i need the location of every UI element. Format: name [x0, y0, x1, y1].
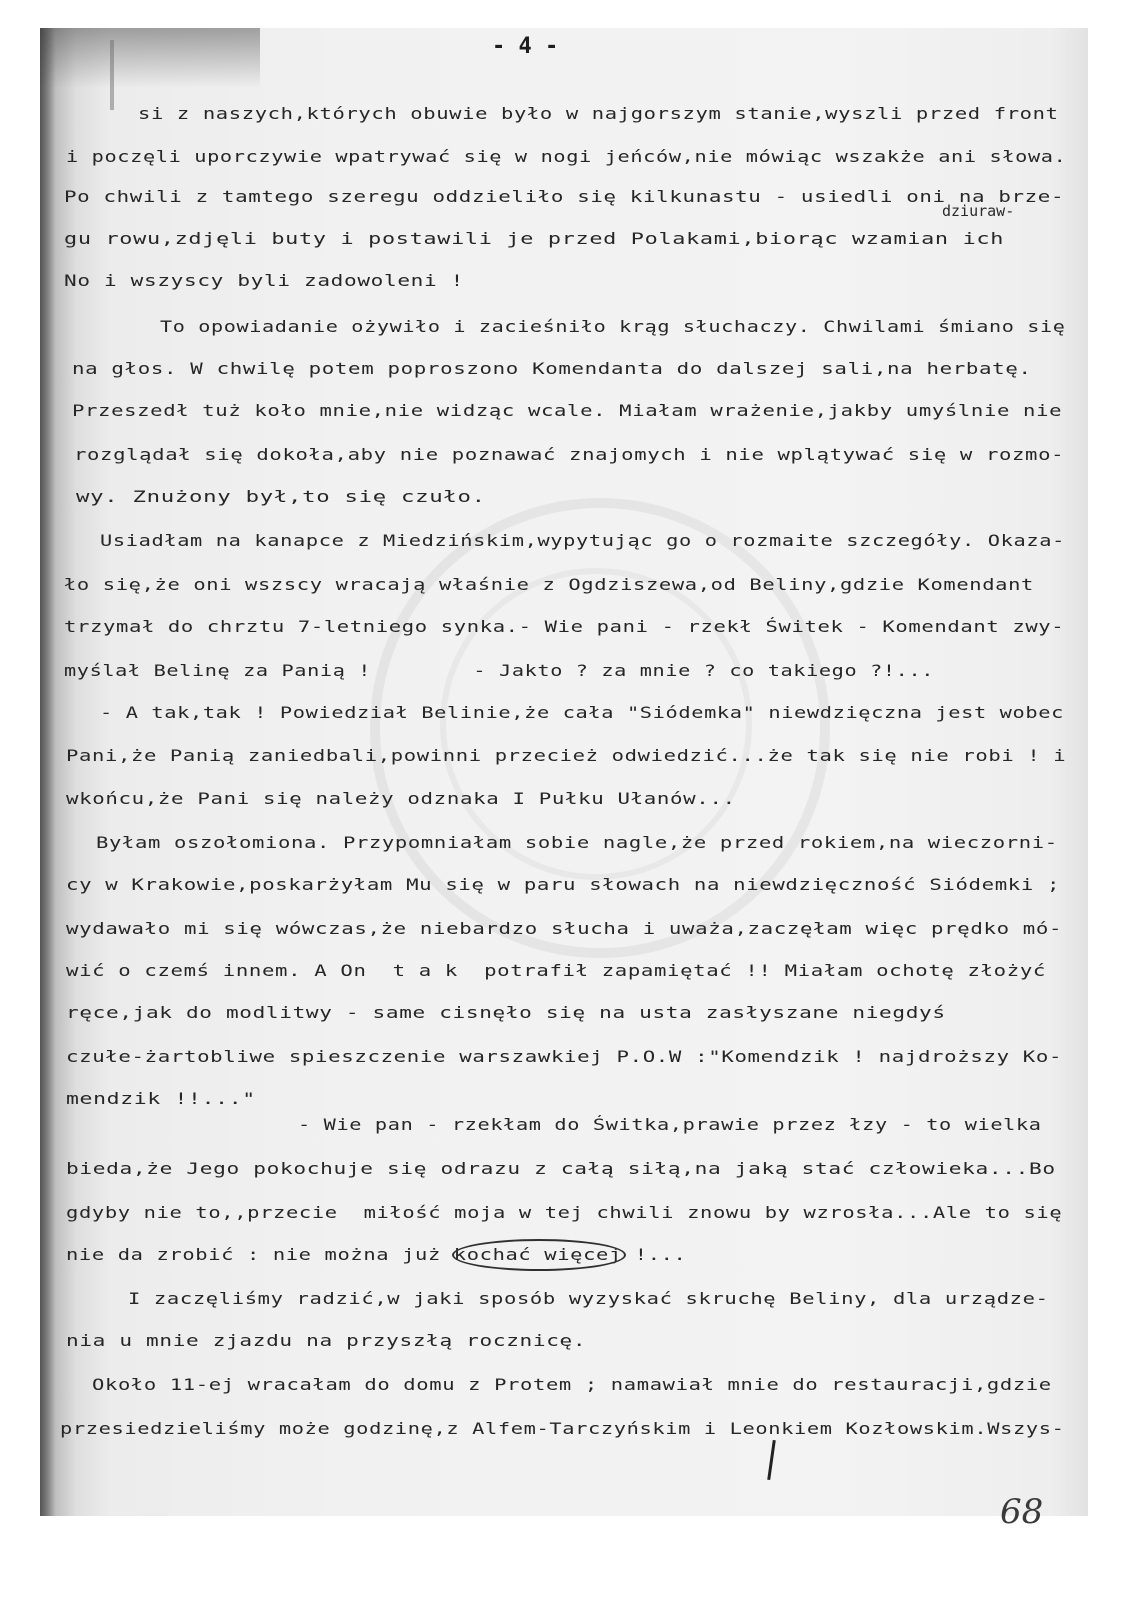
text-line: cy w Krakowie,poskarżyłam Mu się w paru słowach na niewdzięczność Siódemki ;: [66, 875, 1061, 894]
text-line: Pani,że Panią zaniedbali,powinni przecież odwiedzić...że tak się nie robi ! i: [66, 746, 1067, 765]
text-line: - A tak,tak ! Powiedział Belinie,że cała "Siódemka" niewdzięczna jest wobec: [100, 703, 1064, 722]
left-edge-shadow: [40, 28, 56, 1516]
text-line: wydawało mi się wówczas,że niebardzo słucha i uważa,zaczęłam więc prędko mó-: [66, 919, 1063, 938]
folio-number: 68: [1000, 1492, 1044, 1532]
text-line: czułe-żartobliwe spieszczenie warszawkiej P.O.W :"Komendzik ! najdroższy Ko-: [66, 1047, 1063, 1066]
text-line: Po chwili z tamtego szeregu oddzieliło się kilkunastu - usiedli oni na brze-: [64, 187, 1065, 206]
text-line: - Wie pan - rzekłam do Świtka,prawie przez łzy - to wielka: [298, 1115, 1042, 1134]
handwritten-insertion: dziuraw-: [942, 202, 1015, 220]
text-line: Usiadłam na kanapce z Miedzińskim,wypytując go o rozmaite szczegóły. Okaza-: [100, 531, 1065, 550]
text-line: wkońcu,że Pani się należy odznaka I Pułku Ułanów...: [66, 789, 736, 808]
text-line: I zaczęliśmy radzić,w jaki sposób wyzyskać skruchę Beliny, dla urządze-: [128, 1289, 1049, 1308]
text-line: nie da zrobić : nie można już kochać więcej !...: [66, 1245, 687, 1264]
text-line: Byłam oszołomiona. Przypomniałam sobie nagle,że przed rokiem,na wieczorni-: [96, 833, 1058, 852]
text-line: wy. Znużony był,to się czuło.: [76, 487, 486, 506]
text-line: No i wszyscy byli zadowoleni !: [64, 271, 464, 290]
text-line: rozglądał się dokoła,aby nie poznawać znajomych i nie wplątywać się w rozmo-: [74, 445, 1065, 464]
text-line: bieda,że Jego pokochuje się odrazu z całą siłą,na jaką stać człowieka...Bo: [66, 1159, 1056, 1178]
text-line: myślał Belinę za Panią ! - Jakto ? za mnie ? co takiego ?!...: [64, 661, 935, 680]
text-line: si z naszych,których obuwie było w najgorszym stanie,wyszli przed front: [138, 104, 1059, 123]
text-line: trzymał do chrztu 7-letniego synka.- Wie pani - rzekł Świtek - Komendant zwy-: [64, 617, 1065, 636]
text-line: nia u mnie zjazdu na przyszłą rocznicę.: [66, 1331, 587, 1350]
handwritten-circle-mark: [452, 1239, 626, 1271]
text-line: mendzik !!...": [66, 1089, 256, 1108]
page-number: - 4 -: [492, 34, 559, 59]
text-line: ło się,że oni wszscy wracają właśnie z Ogdziszewa,od Beliny,gdzie Komendant: [64, 575, 1034, 594]
text-line: To opowiadanie ożywiło i zacieśniło krąg słuchaczy. Chwilami śmiano się: [160, 317, 1066, 336]
text-line: i poczęli uporczywie wpatrywać się w nogi jeńców,nie mówiąc wszakże ani słowa.: [66, 147, 1067, 166]
text-line: wić o czemś innem. A On t a k potrafił zapamiętać !! Miałam ochotę złożyć: [66, 961, 1046, 980]
text-line: Przeszedł tuż koło mnie,nie widząc wcale. Miałam wrażenie,jakby umyślnie nie: [72, 401, 1063, 420]
text-line: ręce,jak do modlitwy - same cisnęło się na usta zasłyszane niegdyś: [66, 1003, 946, 1022]
text-line: przesiedzieliśmy może godzinę,z Alfem-Tarczyńskim i Leonkiem Kozłowskim.Wszys-: [60, 1419, 1065, 1438]
margin-mark: [110, 40, 114, 110]
text-line: Około 11-ej wracałam do domu z Protem ; namawiał mnie do restauracji,gdzie: [92, 1375, 1052, 1394]
text-line: gu rowu,zdjęli buty i postawili je przed Polakami,biorąc wzamian ich: [64, 229, 1005, 248]
text-line: na głos. W chwilę potem poproszono Komendanta do dalszej sali,na herbatę.: [72, 359, 1032, 378]
top-edge-shadow: [40, 28, 260, 88]
text-line: gdyby nie to,,przecie miłość moja w tej chwili znowu by wzrosła...Ale to się: [66, 1203, 1063, 1222]
